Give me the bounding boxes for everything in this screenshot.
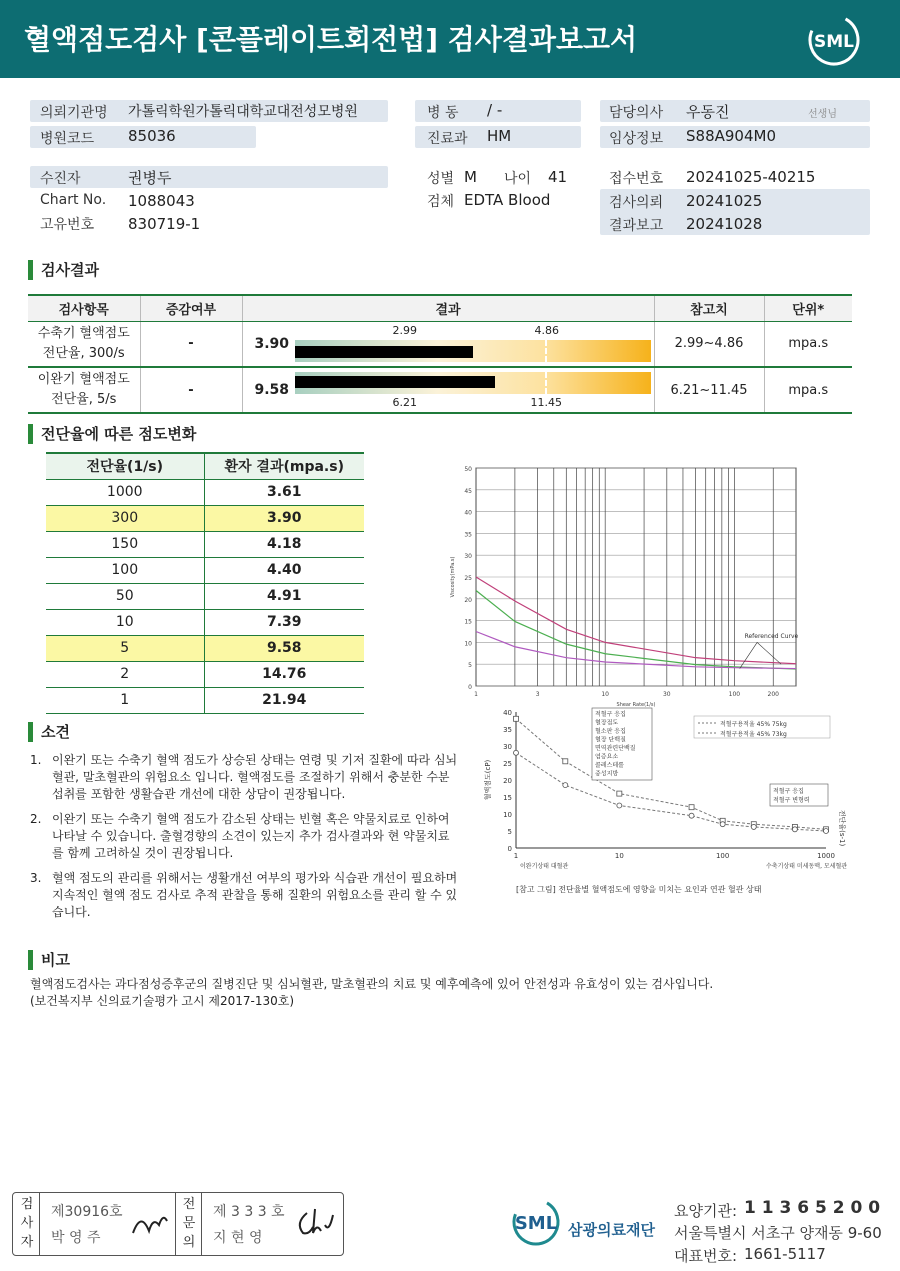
col-header: 결과	[242, 295, 654, 321]
shear-rate: 300	[46, 505, 204, 531]
table-row	[46, 609, 364, 635]
result-value: 3.90	[254, 335, 290, 352]
report-header	[0, 0, 900, 78]
info-bar-patient	[30, 166, 388, 188]
change-flag: -	[140, 367, 242, 413]
y-tick-label: 45	[464, 487, 472, 495]
y-tick-label: 0	[507, 845, 512, 853]
patient-viscosity: 9.58	[204, 635, 364, 661]
table-row	[46, 557, 364, 583]
reported-label: 결과보고	[609, 218, 664, 234]
ward-label: 병 동	[427, 105, 459, 121]
table-row	[28, 321, 852, 367]
examiner-label: 검사자	[20, 1197, 34, 1250]
shear-rate: 2	[46, 661, 204, 687]
data-point	[563, 783, 568, 788]
y-tick-label: 20	[464, 596, 472, 604]
item-rate: 전단율, 300/s	[42, 345, 125, 361]
data-point	[824, 829, 829, 834]
x-tick-label: 1	[474, 691, 478, 698]
x-tick-label: 100	[715, 852, 730, 860]
factor-label: 염증요소	[595, 753, 619, 761]
table-row	[46, 635, 364, 661]
col-header: 전단율(1/s)	[46, 453, 204, 479]
ref-range: 2.99~4.86	[654, 321, 764, 367]
examiner-no: 제30916호	[51, 1204, 123, 1220]
table-row	[28, 367, 852, 413]
specialist-signature	[293, 1203, 337, 1243]
patient-viscosity: 3.90	[204, 505, 364, 531]
specialist-label: 전문의	[182, 1197, 196, 1250]
item-rate: 전단율, 5/s	[51, 392, 117, 407]
sml-footer-logo-icon	[508, 1198, 564, 1248]
y-tick-label: 30	[503, 743, 512, 751]
table-row	[46, 661, 364, 687]
item-name: 이완기 혈액점도	[37, 372, 130, 387]
x-tick-label: 200	[767, 691, 779, 698]
result-value: 9.58	[254, 382, 290, 398]
uid: 830719-1	[128, 215, 201, 233]
results-section-title: 검사결과	[28, 260, 99, 280]
requested: 20241025	[686, 192, 763, 210]
list-item: 1. 이완기 또는 수축기 혈액 점도가 상승된 상태는 연령 및 기저 질환에 따라 심뇌혈관, 말초혈관의 위험요소 입니다. 혈액점도를 조절하기 위해서 충분한 수분 섭취를 포함한 생활습관 개선에 대한 상담이 권장됩니다.	[30, 753, 458, 801]
request-org-label: 의뢰기관명	[40, 105, 108, 121]
requested-label: 검사의뢰	[609, 195, 664, 211]
note-section-title: 비고	[28, 950, 70, 970]
doctor-suffix: 선생님	[808, 109, 837, 120]
request-org: 가톨릭학원가톨릭대학교대전성모병원	[128, 104, 358, 120]
y-tick-label: 15	[503, 794, 512, 802]
col-header: 환자 결과(mpa.s)	[204, 453, 364, 479]
high-marker	[545, 340, 547, 362]
x-caption: 이완기상태 대혈관	[520, 863, 569, 870]
uid-label: 고유번호	[40, 217, 95, 233]
y-tick-label: 40	[464, 509, 472, 517]
specimen: EDTA Blood	[464, 191, 551, 209]
table-row	[46, 505, 364, 531]
opinion-list	[30, 752, 460, 929]
shear-rate: 100	[46, 557, 204, 583]
results-table	[28, 294, 852, 414]
factor-label: 면역관련단백질	[595, 745, 636, 752]
data-point	[720, 822, 725, 827]
y-tick-label: 35	[464, 531, 472, 539]
x-tick-label: 3	[535, 691, 540, 698]
chart-label: Chart No.	[40, 192, 107, 208]
clinical-label: 임상정보	[609, 131, 664, 147]
clinical: S88A904M0	[686, 127, 776, 145]
receipt-label: 접수번호	[609, 171, 664, 187]
ref-low: 2.99	[392, 323, 417, 337]
data-point	[792, 827, 797, 832]
doctor: 우동진	[686, 103, 730, 121]
chart-no: 1088043	[128, 192, 195, 210]
x-tick-label: 30	[662, 691, 671, 698]
svg-text:SML: SML	[814, 32, 854, 52]
factor-label: 적혈구 응집	[773, 788, 804, 795]
y-axis-label: 혈액점도(cP)	[484, 759, 492, 801]
y-tick-label: 35	[503, 726, 512, 734]
org-name: 삼광의료재단	[568, 1221, 655, 1239]
x-tick-label: 1000	[817, 852, 835, 860]
code-label: 요양기관:	[674, 1202, 738, 1220]
sml-logo-icon	[808, 14, 860, 66]
patient-viscosity: 3.61	[204, 479, 364, 505]
y-tick-label: 10	[503, 811, 512, 819]
y-tick-label: 20	[503, 777, 512, 785]
reference-figure	[480, 704, 850, 900]
data-point	[689, 813, 694, 818]
data-point	[617, 803, 622, 808]
annotation: Referenced Curve	[744, 633, 799, 641]
viscosity-chart	[440, 460, 810, 710]
ref-high: 4.86	[534, 323, 559, 337]
specialist-name: 지 현 영	[213, 1230, 263, 1246]
patient-viscosity: 7.39	[204, 609, 364, 635]
note-text: 혈액점도검사는 과다점성증후군의 질병진단 및 심뇌혈관, 말초혈관의 치료 및 예후예측에 있어 안전성과 유효성이 있는 검사입니다. (보건복지부 신의료기술평가 고시 제2017-130호)	[30, 977, 714, 1008]
x-caption: 수축기상태 미세동맥, 모세혈관	[766, 863, 848, 870]
data-point	[563, 759, 568, 764]
y-tick-label: 15	[464, 618, 472, 626]
y-tick-label: 5	[468, 662, 472, 670]
unit: mpa.s	[764, 367, 852, 413]
legend-label: 적혈구용적율 45% 75kg	[720, 721, 787, 728]
ward: / -	[487, 101, 503, 119]
table-row	[46, 479, 364, 505]
high-marker	[545, 372, 547, 394]
specimen-label: 검체	[427, 194, 455, 210]
phone: 1661-5117	[744, 1245, 826, 1263]
factor-label: 혈장 단백질	[595, 736, 626, 744]
x-tick-label: 1	[513, 852, 519, 860]
table-row	[46, 531, 364, 557]
result-bar	[295, 346, 473, 358]
shear-rate: 150	[46, 531, 204, 557]
col-header: 증감여부	[140, 295, 242, 321]
patient-viscosity: 4.18	[204, 531, 364, 557]
list-item: 2. 이완기 또는 수축기 혈액 점도가 감소된 상태는 빈혈 혹은 약물치료로 인하여 나타날 수 있습니다. 출혈경향의 소견이 있는지 추가 검사결과와 현 약물치료를 함께 고려하실 것이 권장됩니다.	[30, 812, 450, 860]
data-point	[617, 791, 622, 796]
shear-rate: 1	[46, 687, 204, 713]
opinion-section-title: 소견	[28, 722, 70, 742]
sex-label: 성별	[427, 171, 455, 187]
col-header: 참고치	[654, 295, 764, 321]
patient-viscosity: 21.94	[204, 687, 364, 713]
hospital-code: 85036	[128, 127, 176, 145]
shear-rate: 1000	[46, 479, 204, 505]
age: 41	[548, 168, 568, 186]
specialist-no: 제 3 3 3 호	[213, 1204, 285, 1220]
hospital-code-label: 병원코드	[40, 131, 95, 147]
report-title: 혈액점도검사 [콘플레이트회전법] 검사결과보고서	[24, 23, 638, 56]
list-item: 3. 혈액 점도의 관리를 위해서는 생활개선 여부의 평가와 식습관 개선이 필요하며 지속적인 혈액 점도 검사로 추적 관찰을 통해 질환의 위험요소를 관리 할 수 있습니다.	[30, 871, 458, 919]
institution-code: 1 1 3 6 5 2 0 0	[744, 1198, 881, 1218]
dept: HM	[487, 127, 512, 145]
x-tick-label: 100	[728, 691, 741, 698]
shear-rate: 10	[46, 609, 204, 635]
factor-label: 혈소판 응집	[595, 728, 626, 735]
table-row	[46, 583, 364, 609]
receipt: 20241025-40215	[686, 168, 816, 186]
factor-label: 콜레스테롤	[595, 762, 624, 769]
ref-high: 11.45	[530, 396, 562, 409]
factor-label: 적혈구 응집	[595, 711, 626, 718]
signature-box	[12, 1192, 344, 1256]
data-point	[689, 805, 694, 810]
x-tick-label: 10	[601, 691, 610, 698]
data-point	[514, 750, 519, 755]
examiner-name: 박 영 주	[51, 1230, 101, 1246]
legend-label: 적혈구용적율 45% 73kg	[720, 731, 787, 738]
table-row	[46, 687, 364, 713]
age-label: 나이	[504, 171, 532, 187]
factor-label: 적혈구 변형력	[773, 797, 810, 804]
dept-label: 진료과	[427, 131, 468, 147]
reported: 20241028	[686, 215, 763, 233]
shear-rate: 50	[46, 583, 204, 609]
y-tick-label: 5	[507, 828, 512, 836]
col-header: 단위*	[764, 295, 852, 321]
y-tick-label: 25	[503, 760, 512, 768]
svg-text:SML: SML	[514, 1213, 558, 1234]
shear-section-title: 전단율에 따른 점도변화	[28, 424, 196, 444]
ref-low: 6.21	[392, 396, 417, 409]
factor-label: 혈장점도	[595, 719, 619, 727]
patient-viscosity: 4.91	[204, 583, 364, 609]
sex: M	[464, 168, 477, 186]
examiner-signature	[129, 1203, 169, 1243]
y-tick-label: 40	[503, 709, 512, 717]
figure-caption: [참고 그림] 전단율별 혈액점도에 영향을 미치는 요인과 연관 혈관 상태	[516, 885, 762, 894]
data-point	[514, 716, 519, 721]
unit: mpa.s	[764, 321, 852, 367]
result-bar	[295, 376, 495, 388]
y2-axis-label: 전단율(s-1)	[838, 809, 846, 847]
y-tick-label: 30	[464, 553, 472, 561]
y-tick-label: 10	[464, 640, 472, 648]
address: 서울특별시 서초구 양재동 9-60	[674, 1224, 882, 1242]
factor-label: 중성지방	[595, 770, 619, 778]
y-axis-label: Viscosity(mPa.s)	[450, 556, 456, 598]
data-point	[751, 824, 756, 829]
y-tick-label: 25	[464, 575, 472, 582]
patient-viscosity: 14.76	[204, 661, 364, 687]
patient-name: 권병두	[128, 169, 172, 187]
ref-range: 6.21~11.45	[654, 367, 764, 413]
doctor-label: 담당의사	[609, 105, 664, 121]
patient-label: 수진자	[40, 171, 81, 187]
shear-rate: 5	[46, 635, 204, 661]
x-tick-label: 10	[614, 852, 624, 860]
y-tick-label: 0	[468, 684, 472, 691]
y-tick-label: 50	[464, 466, 472, 473]
phone-label: 대표번호:	[674, 1247, 738, 1265]
change-flag: -	[140, 321, 242, 367]
shear-table	[46, 452, 364, 714]
x-axis-label: Shear Rate(1/s)	[616, 702, 656, 708]
col-header: 검사항목	[28, 295, 140, 321]
patient-viscosity: 4.40	[204, 557, 364, 583]
item-name: 수축기 혈액점도	[37, 325, 130, 341]
